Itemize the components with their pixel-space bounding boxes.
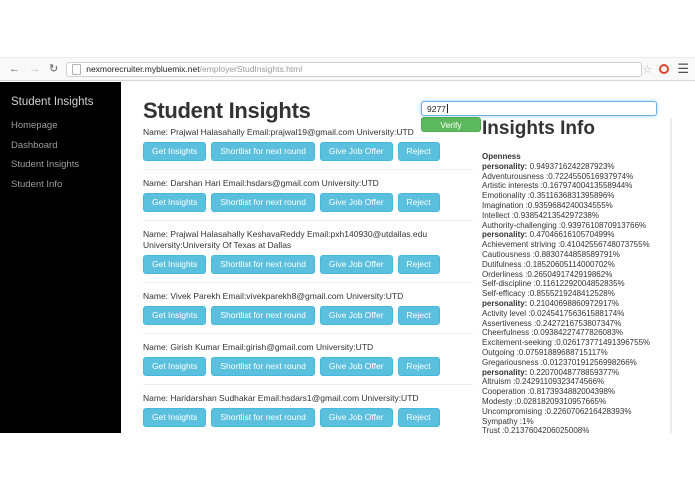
reject-button[interactable]: Reject: [398, 357, 440, 376]
student-info-text: Name: Girish Kumar Email:girish@gmail.com University:UTD: [143, 342, 374, 352]
sidebar: [0, 82, 121, 433]
sidebar-item-student-info[interactable]: Student Info: [11, 178, 63, 190]
trait-line: Self-efficacy :0.8555219248412528%: [482, 289, 615, 299]
reject-button[interactable]: Reject: [398, 306, 440, 325]
get-insights-button[interactable]: Get Insights: [143, 193, 206, 212]
trait-line: Imagination :0.9359684240034555%: [482, 200, 613, 210]
reject-button[interactable]: Reject: [398, 255, 440, 274]
trait-line: Cheerfulness :0.09384227477826083%: [482, 328, 624, 338]
give-job-offer-button[interactable]: Give Job Offer: [320, 142, 393, 161]
get-insights-button[interactable]: Get Insights: [143, 255, 206, 274]
toolbar-right-group: [642, 61, 695, 77]
row-divider: [143, 169, 473, 170]
trait-line: Gregariousness :0.012370191256998266%: [482, 357, 637, 367]
student-info-text: Name: Haridarshan Sudhakar Email:hsdars1@gmail.com University:UTD: [143, 393, 419, 403]
trait-line: Altruism :0.24291109323474566%: [482, 377, 605, 387]
trait-line: Orderliness :0.2650491742919862%: [482, 269, 613, 279]
trait-line: Assertiveness :0.2427216753807347%: [482, 318, 622, 328]
shortlist-next-round-button[interactable]: Shortlist for next round: [211, 357, 315, 376]
student-actions: [143, 255, 473, 274]
trait-line: Artistic interests :0.16797400413558944%: [482, 181, 633, 191]
student-info-text: Name: Prajwal Halasahally KeshavaReddy Email:pxh140930@utdallas.edu University:University Of Texas at Dallas: [143, 229, 428, 250]
trait-line: Adventurousness :0.7224550516937974%: [482, 171, 634, 181]
trait-line: Intellect :0.9385421354297238%: [482, 210, 599, 220]
reject-button[interactable]: Reject: [398, 408, 440, 427]
trait-line: Uncompromising :0.2260706216428393%: [482, 406, 632, 416]
student-info-text: Name: Vivek Parekh Email:vivekparekh8@gmail.com University:UTD: [143, 291, 404, 301]
give-job-offer-button[interactable]: Give Job Offer: [320, 306, 393, 325]
sidebar-item-dashboard[interactable]: Dashboard: [11, 139, 58, 151]
page-title: Student Insights: [143, 98, 311, 123]
get-insights-button[interactable]: Get Insights: [143, 306, 206, 325]
verify-code-input[interactable]: [421, 101, 657, 116]
student-actions: [143, 193, 473, 212]
trait-line: Cooperation :0.8173934882004398%: [482, 387, 616, 397]
give-job-offer-button[interactable]: Give Job Offer: [320, 255, 393, 274]
shortlist-next-round-button[interactable]: Shortlist for next round: [211, 408, 315, 427]
url-path: /employerStudInsights.html: [199, 64, 303, 74]
trait-line: personality: 0.9493716242287923%: [482, 161, 615, 171]
student-actions: [143, 306, 473, 325]
trait-line: Modesty :0.02818209310957665%: [482, 396, 607, 406]
trait-line: personality: 0.4704661610570499%: [482, 230, 615, 240]
sidebar-item-student-insights[interactable]: Student Insights: [11, 159, 80, 170]
trait-line: Openness: [482, 152, 521, 161]
student-row: [143, 342, 473, 385]
trait-line: Self-discipline :0.11612292004852835%: [482, 279, 625, 289]
verify-code-value: 9277: [427, 103, 446, 114]
panel-scrollbar[interactable]: [670, 118, 672, 433]
shortlist-next-round-button[interactable]: Shortlist for next round: [211, 193, 315, 212]
page-icon: [72, 64, 81, 75]
sidebar-title: Student Insights: [11, 96, 94, 108]
student-actions: [143, 408, 473, 427]
student-actions: [143, 357, 473, 376]
reject-button[interactable]: Reject: [398, 193, 440, 212]
give-job-offer-button[interactable]: Give Job Offer: [320, 357, 393, 376]
give-job-offer-button[interactable]: Give Job Offer: [320, 193, 393, 212]
get-insights-button[interactable]: Get Insights: [143, 142, 206, 161]
student-info-text: Name: Prajwal Halasahally Email:prajwal19@gmail.com University:UTD: [143, 127, 414, 137]
student-actions: [143, 142, 473, 161]
page-viewport: [0, 82, 695, 433]
insights-trait-list: [482, 152, 682, 433]
row-divider: [143, 384, 473, 385]
back-button[interactable]: ←: [9, 62, 20, 75]
trait-line: Emotionality :0.3511636831395896%: [482, 191, 615, 201]
student-row: [143, 291, 473, 334]
sidebar-item-homepage[interactable]: Homepage: [11, 120, 58, 131]
student-info-text: Name: Darshan Hari Email:hsdars@gmail.com University:UTD: [143, 178, 379, 188]
trait-line: Cautiousness :0.8830744858589791%: [482, 249, 620, 259]
row-divider: [143, 333, 473, 334]
give-job-offer-button[interactable]: Give Job Offer: [320, 408, 393, 427]
trait-line: Excitement-seeking :0.026173771491396755%: [482, 338, 651, 348]
menu-icon[interactable]: ☰: [677, 61, 688, 76]
trait-line: Achievement striving :0.41042556748073755%: [482, 240, 650, 250]
verify-button[interactable]: Verify: [421, 117, 481, 132]
url-bar[interactable]: [66, 62, 642, 77]
shortlist-next-round-button[interactable]: Shortlist for next round: [211, 255, 315, 274]
row-divider: [143, 220, 473, 221]
trait-line: Sympathy :1%: [482, 416, 534, 426]
trait-line: personality: 0.22070048778859377%: [482, 367, 619, 377]
trait-line: Dutifulness :0.18520605114000702%: [482, 259, 615, 269]
trait-line: Activity level :0.024541756361588174%: [482, 308, 625, 318]
bookmark-star-icon[interactable]: ☆: [642, 63, 653, 76]
browser-toolbar: [0, 57, 695, 81]
student-row: [143, 178, 473, 221]
row-divider: [143, 282, 473, 283]
browser-extension-icon[interactable]: [659, 64, 669, 74]
get-insights-button[interactable]: Get Insights: [143, 357, 206, 376]
trait-line: Outgoing :0.07591889688715117%: [482, 347, 608, 357]
student-list: [143, 127, 473, 433]
student-row: [143, 127, 473, 170]
text-caret: [447, 104, 448, 113]
reload-button[interactable]: ↻: [49, 62, 59, 75]
reject-button[interactable]: Reject: [398, 142, 440, 161]
student-row: [143, 393, 473, 433]
trait-line: personality: 0.21040698860972917%: [482, 298, 619, 308]
shortlist-next-round-button[interactable]: Shortlist for next round: [211, 306, 315, 325]
trait-line: Authority-challenging :0.9397610870913766%: [482, 220, 647, 230]
shortlist-next-round-button[interactable]: Shortlist for next round: [211, 142, 315, 161]
trait-line: Trust :0.2137604206025008%: [482, 426, 590, 433]
url-host: nexmorecruiter.mybluemix.net: [86, 64, 200, 74]
student-row: [143, 229, 473, 283]
insights-info-title: Insights Info: [482, 118, 595, 139]
forward-button[interactable]: →: [29, 62, 40, 75]
get-insights-button[interactable]: Get Insights: [143, 408, 206, 427]
